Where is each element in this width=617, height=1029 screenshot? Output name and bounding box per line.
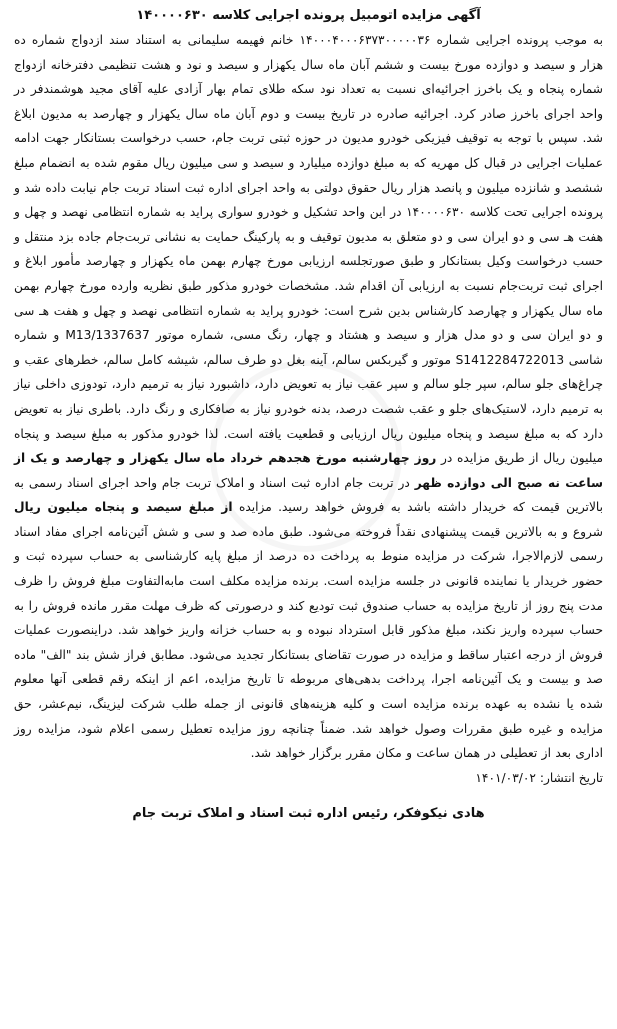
auction-date-time: روز چهارشنبه مورخ هجدهم خرداد ماه سال یکهزار و چهارصد و یک از ساعت نه صبح الی دوازده ظهر xyxy=(14,451,603,490)
body-paragraph-3: شروع و به بالاترین قیمت پیشنهادی نقداً فروخته می‌شود. طبق ماده صد و سی و شش آئین‌نامه اجرای مفاد اسناد رسمی لازم‌الاجرا، شرکت در مزایده منوط به پرداخت ده درصد از مبلغ پایه کارشناسی به حساب سپرده ثبت و حضور خریدار یا نماینده قانونی در جلسه مزایده است. برنده مزایده مکلف است مابه‌التفاوت مبلغ فروش را ظرف مدت پنج روز از تاریخ مزایده به حساب صندوق ثبت تودیع کند و درصورتی که ظرف مهلت مقرر مانده فروش را به حساب سپرده واریز نکند، مبلغ مذکور قابل استرداد نبوده و به حساب خزانه واریز خواهد شد. دراینصورت عملیات فروش از درجه اعتبار ساقط و مزایده در صورت تقاضای بستانکار تجدید می‌شود. مطابق فراز شش بند "الف" ماده صد و بیست و یک آئین‌نامه اجرا، پرداخت بدهی‌های مربوطه تا تاریخ مزایده، اعم از اینکه رقم قطعی آنها معلوم شده یا نشده به عهده برنده مزایده است و کلیه هزینه‌های قانونی از جمله طلب شرکت لیزینگ، نیم‌عشر، حق مزایده و غیره طبق مقررات وصول خواهد شد. ضمناً چنانچه روز مزایده تعطیل رسمی اعلام شود، مزایده روز اداری بعد از تعطیلی در همان ساعت و مکان مقرر برگزار خواهد شد. xyxy=(14,524,603,761)
body-paragraph-2: در تربت جام اداره ثبت اسناد و املاک تربت جام واحد اجرای اسناد رسمی به بالاترین قیمت که خریدار داشته باشد به فروش خواهد رسید. مزایده xyxy=(14,475,604,515)
signature-line: هادی نیکوفکر، رئیس اداره ثبت اسناد و املاک تربت جام xyxy=(132,805,485,821)
starting-price: از مبلغ سیصد و پنجاه میلیون ریال xyxy=(14,500,233,515)
body-paragraph-1: به موجب پرونده اجرایی شماره ۱۴۰۰۰۴۰۰۰۶۳۷۳۰۰۰۰۰۳۶ خانم فهیمه سلیمانی به استناد سند ازدواج شماره ده هزار و سیصد و دوازده مورخ بیست و ششم آبان ماه سال یکهزار و سیصد و نود و هشت تنظیمی دفترخانه ازدواج شماره پنجاه و یک باخرز اجرائیه‌ای نسبت به تعداد نود سکه طلای تمام بهار آزادی علیه آقای مجید هوشمندفر در واحد اجرای باخرز صادر کرد. اجرائیه صادره در تاریخ بیست و دوم آبان ماه سال یکهزار و چهارصد به مدیون ابلاغ شد. سپس با توجه به توقیف فیزیکی خودرو مدیون در حوزه ثبتی تربت جام، حسب درخواست بستانکار جهت ادامه عملیات اجرایی در قبال کل مهریه که به مبلغ دوازده میلیارد و سیصد و سی میلیون ریال مقوم شده به انضمام مبلغ ششصد و شانزده میلیون و پانصد هزار ریال حقوق دولتی به واحد اجرای اداره ثبت اسناد تربت جام نیابت داده شد و پرونده اجرایی تحت کلاسه ۱۴۰۰۰۰۶۳۰ در این واحد تشکیل و خودرو سواری پراید به شماره انتظامی نهصد و چهل و هفت هـ سی و دو ایران سی و دو متعلق به مدیون توقیف و به پارکینگ حمایت به نشانی تربت‌جام جاده بزد منتقل و حسب درخواست وکیل بستانکار و طبق صورتجلسه ارزیابی مورخ چهارم بهمن ماه یکهزار و چهارصد مأمور ابلاغ و اجرای ثبت تربت‌جام نسبت به ارزیابی آن اقدام شد. مشخصات خودرو مذکور طبق نظریه وارده مورخ چهارم بهمن ماه سال یکهزار و چهارصد کارشناس بدین شرح است: خودرو پراید به شماره انتظامی نهصد و چهل و هفت هـ سی و دو ایران سی و دو مدل هزار و سیصد و هشتاد و چهار، رنگ مسی، شماره موتور M13/1337637 و شماره شاسی S1412284722013 موتور و گیربکس سالم، آینه بغل دو طرف سالم، شیشه کامل سالم، خطرهای عقب و چراغ‌های جلو سالم، سپر جلو سالم و سپر عقب نیاز به تعویض دارد، داشبورد نیاز به ترمیم دارد، تودوزی داخلی نیاز به ترمیم دارد، لاستیک‌های جلو و عقب شصت درصد، بدنه خودرو نیاز به صافکاری و رنگ دارد. باطری نیاز به تعویض دارد که به مبلغ سیصد و پنجاه میلیون ریال ارزیابی و قطعیت یافته است. لذا خودرو مذکور به مبلغ سیصد و پنجاه میلیون ریال از طریق مزایده در xyxy=(14,33,604,466)
notice-body xyxy=(14,28,603,766)
notice-title: آگهی مزایده اتومبیل پرونده اجرایی کلاسه ۱۴۰۰۰۰۶۳۰ xyxy=(136,8,481,23)
publication-date: تاریخ انتشار: ۱۴۰۱/۰۳/۰۲ xyxy=(475,770,603,785)
